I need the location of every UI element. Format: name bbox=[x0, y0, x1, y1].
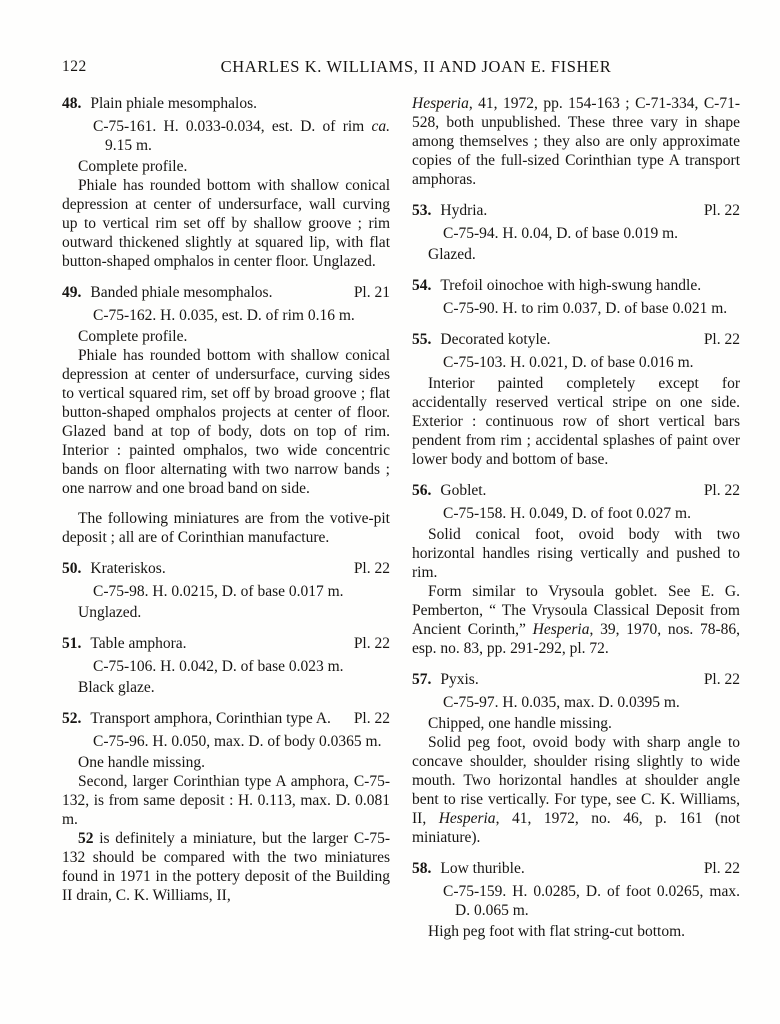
body-paragraph bbox=[412, 374, 740, 469]
text-segment: Solid conical foot, ovoid body with two horizontal handles rising vertically and pushed to rim. bbox=[412, 526, 740, 581]
entry-title-line bbox=[412, 201, 487, 220]
measurement-line bbox=[62, 306, 390, 325]
entry-title: Krateriskos. bbox=[90, 560, 166, 577]
text-segment: C-75-162. H. 0.035, est. D. of rim 0.16 m. bbox=[93, 307, 355, 324]
body-paragraph bbox=[412, 94, 740, 189]
entry-title-line bbox=[412, 330, 551, 349]
entry-number: 50. bbox=[62, 560, 82, 577]
text-segment: Second, larger Corinthian type A amphora, C-75-132, is from same deposit : H. 0.113, max. D. 0.081 m. bbox=[62, 773, 390, 828]
entry-heading bbox=[412, 201, 740, 220]
body-paragraph bbox=[62, 678, 390, 697]
text-segment: C-75-94. H. 0.04, D. of base 0.019 m. bbox=[443, 225, 679, 242]
body-paragraph bbox=[412, 582, 740, 658]
entry-title-line bbox=[412, 276, 701, 295]
text-segment: The following miniatures are from the votive-pit deposit ; all are of Corinthian manufacture. bbox=[62, 510, 390, 546]
catalog-entry bbox=[412, 276, 740, 318]
text-segment: Hesperia bbox=[412, 95, 469, 112]
entry-heading bbox=[412, 276, 740, 295]
measurement-line bbox=[62, 657, 390, 676]
body-paragraph bbox=[412, 245, 740, 264]
text-segment: Phiale has rounded bottom with shallow conical depression at center of undersurface, curving sides to vertical squared rim, set off by broad groove ; flat button-shaped omphalos projects at center of floor. Glazed band at top of body, dots on top of rim. Interior : painted omphalos, two wide concentric bands on floor alternating with two narrow bands ; one narrow and one broad band on side. bbox=[62, 347, 390, 497]
text-segment: C-75-96. H. 0.050, max. D. of body 0.0365 m. bbox=[93, 733, 382, 750]
entry-number: 48. bbox=[62, 95, 82, 112]
page-content bbox=[62, 94, 740, 941]
body-paragraph bbox=[62, 753, 390, 772]
page-header bbox=[62, 57, 740, 79]
text-segment: C-75-97. H. 0.035, max. D. 0.0395 m. bbox=[443, 694, 680, 711]
entry-number: 58. bbox=[412, 860, 432, 877]
text-segment: Phiale has rounded bottom with shallow conical depression at center of undersurface, wall curving up to vertical rim set off by shallow groove ; rim outward thickened slightly at squared lip, with flat button-shaped omphalos in center floor. Unglazed. bbox=[62, 177, 390, 270]
entry-title-line bbox=[412, 481, 486, 500]
catalog-entry bbox=[412, 330, 740, 469]
entry-number: 57. bbox=[412, 671, 432, 688]
entry-title: Decorated kotyle. bbox=[440, 331, 551, 348]
measurement-line bbox=[412, 693, 740, 712]
text-segment: Solid peg foot, ovoid body with sharp angle to concave shoulder, shoulder rising slightly to wide mouth. Two horizontal handles at shoulder angle bent to rise vertically. For type, see C. K. Williams, II, bbox=[412, 734, 740, 827]
text-segment: C-75-161. H. 0.033-0.034, est. D. of rim bbox=[93, 118, 372, 135]
body-paragraph bbox=[62, 346, 390, 498]
right-column bbox=[412, 94, 740, 941]
measurement-line bbox=[412, 299, 740, 318]
plate-reference: Pl. 21 bbox=[353, 284, 390, 301]
entry-title: Table amphora. bbox=[90, 635, 187, 652]
plate-reference: Pl. 22 bbox=[703, 671, 740, 688]
body-paragraph bbox=[62, 772, 390, 829]
entry-heading bbox=[62, 283, 390, 302]
body-paragraph bbox=[62, 829, 390, 905]
left-column bbox=[62, 94, 390, 941]
entry-title-line bbox=[412, 859, 525, 878]
measurement-line bbox=[412, 353, 740, 372]
entry-heading bbox=[412, 481, 740, 500]
entry-title-line bbox=[412, 670, 479, 689]
text-segment: Hesperia bbox=[438, 810, 496, 827]
text-segment: Chipped, one handle missing. bbox=[428, 715, 612, 732]
plate-reference: Pl. 22 bbox=[703, 860, 740, 877]
text-segment: Unglazed. bbox=[78, 604, 142, 621]
measurement-line bbox=[62, 582, 390, 601]
text-segment: Complete profile. bbox=[78, 328, 188, 345]
entry-title: Transport amphora, Corinthian type A. bbox=[90, 710, 331, 727]
text-segment: 52 bbox=[78, 830, 94, 847]
entry-title: Pyxis. bbox=[440, 671, 479, 688]
text-segment: is definitely a miniature, but the larger C-75-132 should be compared with the two miniatures found in 1971 in the pottery deposit of the Building II drain, C. K. Williams, II, bbox=[62, 830, 390, 904]
plate-reference: Pl. 22 bbox=[353, 710, 390, 727]
text-segment: C-75-158. H. 0.049, D. of foot 0.027 m. bbox=[443, 505, 691, 522]
text-segment: C-75-90. H. to rim 0.037, D. of base 0.021 m. bbox=[443, 300, 728, 317]
catalog-entry bbox=[62, 559, 390, 622]
entry-number: 49. bbox=[62, 284, 82, 301]
text-segment: C-75-106. H. 0.042, D. of base 0.023 m. bbox=[93, 658, 344, 675]
plate-reference: Pl. 22 bbox=[353, 635, 390, 652]
text-segment: High peg foot with flat string-cut bottom. bbox=[428, 923, 686, 940]
text-segment: , 41, 1972, no. 46, p. 161 (not miniature). bbox=[412, 810, 740, 846]
text-segment: Hesperia bbox=[532, 621, 590, 638]
plate-reference: Pl. 22 bbox=[703, 331, 740, 348]
entry-heading bbox=[412, 670, 740, 689]
text-segment: Black glaze. bbox=[78, 679, 155, 696]
catalog-entry bbox=[62, 634, 390, 697]
entry-title-line bbox=[62, 283, 272, 302]
body-paragraph bbox=[62, 157, 390, 176]
text-segment: C-75-98. H. 0.0215, D. of base 0.017 m. bbox=[93, 583, 344, 600]
body-paragraph bbox=[412, 733, 740, 847]
entry-heading bbox=[62, 709, 390, 728]
catalog-entry bbox=[412, 201, 740, 264]
text-segment: Form similar to Vrysoula goblet. See E. G. Pemberton, “ The Vrysoula Classical Deposit from Ancient Corinth,” bbox=[412, 583, 740, 638]
body-paragraph bbox=[62, 603, 390, 622]
text-segment: , 39, 1970, nos. 78-86, esp. no. 83, pp. 291-292, pl. 72. bbox=[412, 621, 740, 657]
catalog-entry bbox=[412, 481, 740, 658]
entry-heading bbox=[62, 559, 390, 578]
text-segment: C-75-159. H. 0.0285, D. of foot 0.0265, max. D. 0.065 m. bbox=[443, 883, 740, 919]
running-title: CHARLES K. WILLIAMS, II AND JOAN E. FISHER bbox=[220, 57, 612, 76]
entry-number: 55. bbox=[412, 331, 432, 348]
measurement-line bbox=[412, 882, 740, 920]
text-segment: Interior painted completely except for accidentally reserved vertical stripe on one side. Exterior : continuous row of short vertical bars pendent from rim ; accidental splashes of paint over lower body and bottom of base. bbox=[412, 375, 740, 468]
entry-heading bbox=[62, 94, 390, 113]
entry-heading bbox=[62, 634, 390, 653]
measurement-line bbox=[62, 732, 390, 751]
entry-title: Hydria. bbox=[440, 202, 488, 219]
catalog-entry bbox=[62, 709, 390, 905]
entry-title-line bbox=[62, 559, 166, 578]
body-paragraph bbox=[412, 525, 740, 582]
body-paragraph bbox=[412, 922, 740, 941]
catalog-entry bbox=[62, 94, 390, 271]
text-segment: , 41, 1972, pp. 154-163 ; C-71-334, C-71-528, both unpublished. These three vary in shape among themselves ; they also are only approximate copies of the full-sized Corinthian type A transport amphoras. bbox=[412, 95, 740, 188]
entry-number: 52. bbox=[62, 710, 82, 727]
text-segment: Complete profile. bbox=[78, 158, 188, 175]
entry-number: 53. bbox=[412, 202, 432, 219]
catalog-entry bbox=[62, 283, 390, 498]
catalog-entry bbox=[412, 859, 740, 941]
page-number: 122 bbox=[62, 58, 87, 75]
entry-title-line bbox=[62, 634, 187, 653]
entry-title: Low thurible. bbox=[440, 860, 525, 877]
entry-number: 54. bbox=[412, 277, 432, 294]
measurement-line bbox=[412, 504, 740, 523]
entry-title: Banded phiale mesomphalos. bbox=[90, 284, 273, 301]
entry-number: 51. bbox=[62, 635, 82, 652]
entry-title: Trefoil oinochoe with high-swung handle. bbox=[440, 277, 702, 294]
text-segment: 9.15 m. bbox=[105, 137, 152, 154]
text-segment: C-75-103. H. 0.021, D. of base 0.016 m. bbox=[443, 354, 694, 371]
entry-title-line bbox=[62, 94, 257, 113]
entry-heading bbox=[412, 330, 740, 349]
body-paragraph bbox=[62, 509, 390, 547]
body-paragraph bbox=[62, 176, 390, 271]
text-segment: One handle missing. bbox=[78, 754, 205, 771]
plate-reference: Pl. 22 bbox=[703, 482, 740, 499]
entry-title-line bbox=[62, 709, 331, 728]
body-paragraph bbox=[412, 714, 740, 733]
entry-title: Goblet. bbox=[440, 482, 487, 499]
plate-reference: Pl. 22 bbox=[703, 202, 740, 219]
plate-reference: Pl. 22 bbox=[353, 560, 390, 577]
measurement-line bbox=[62, 117, 390, 155]
entry-heading bbox=[412, 859, 740, 878]
catalog-entry bbox=[412, 670, 740, 847]
body-paragraph bbox=[62, 327, 390, 346]
entry-title: Plain phiale mesomphalos. bbox=[90, 95, 257, 112]
entry-number: 56. bbox=[412, 482, 432, 499]
text-segment: Glazed. bbox=[428, 246, 476, 263]
measurement-line bbox=[412, 224, 740, 243]
text-segment: ca. bbox=[371, 118, 390, 135]
